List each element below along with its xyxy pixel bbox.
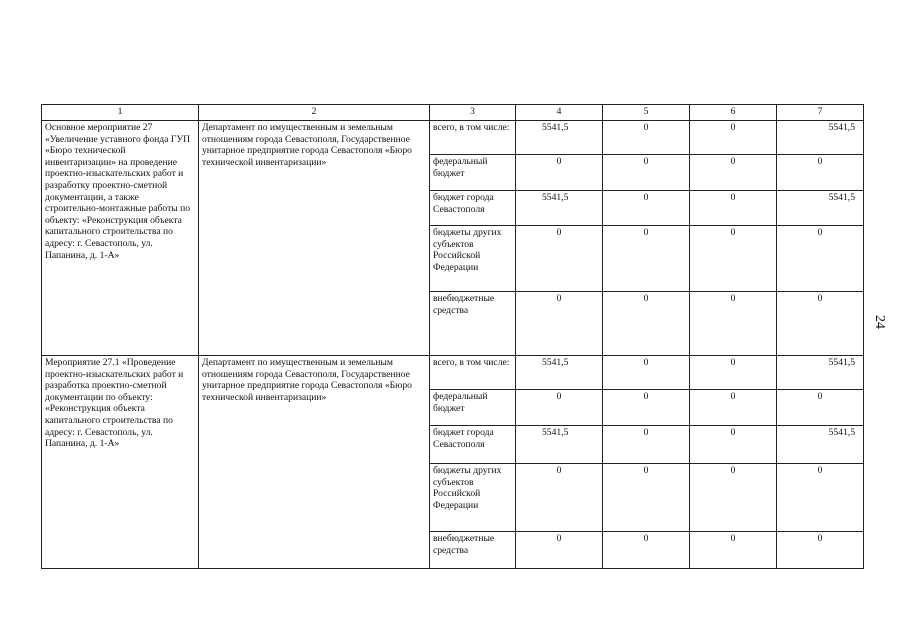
value-cell-col6: 0 xyxy=(690,121,777,155)
funding-source-cell: федеральный бюджет xyxy=(430,155,516,191)
page-number: 24 xyxy=(872,315,887,329)
value-cell-col7: 0 xyxy=(777,464,864,532)
value-cell-col5: 0 xyxy=(603,292,690,356)
funding-source-cell: федеральный бюджет xyxy=(430,390,516,426)
header-col-1: 1 xyxy=(42,105,199,121)
value-cell-col7: 0 xyxy=(777,292,864,356)
table-row xyxy=(42,121,864,155)
value-cell-col4: 5541,5 xyxy=(516,191,603,226)
value-cell-col5: 0 xyxy=(603,155,690,191)
value-cell-col5: 0 xyxy=(603,390,690,426)
value-cell-col4: 0 xyxy=(516,532,603,569)
value-cell-col4: 5541,5 xyxy=(516,121,603,155)
value-cell-col4: 0 xyxy=(516,390,603,426)
activity-cell: Мероприятие 27.1 «Проведение проектно-изыскательских работ и разработка проектно-сметной документации по объекту: «Реконструкция объекта капитального строительства по адресу: г. Севастополь, ул. Папанина, д. 1-А» xyxy=(42,356,199,569)
funding-source-cell: внебюджетные средства xyxy=(430,532,516,569)
value-cell-col7: 0 xyxy=(777,390,864,426)
funding-source-cell: бюджеты других субъектов Российской Федерации xyxy=(430,226,516,292)
value-cell-col7: 0 xyxy=(777,532,864,569)
header-col-4: 4 xyxy=(516,105,603,121)
funding-source-cell: бюджет города Севастополя xyxy=(430,426,516,464)
value-cell-col4: 5541,5 xyxy=(516,356,603,390)
funding-source-cell: бюджет города Севастополя xyxy=(430,191,516,226)
header-col-2: 2 xyxy=(199,105,430,121)
header-col-3: 3 xyxy=(430,105,516,121)
funding-table xyxy=(41,104,864,569)
executor-cell: Департамент по имущественным и земельным отношениям города Севастополя, Государственное унитарное предприятие города Севастополя «Бюро технической инвентаризации» xyxy=(199,356,430,569)
value-cell-col5: 0 xyxy=(603,191,690,226)
value-cell-col6: 0 xyxy=(690,426,777,464)
value-cell-col7: 5541,5 xyxy=(777,356,864,390)
table-row xyxy=(42,356,864,390)
value-cell-col5: 0 xyxy=(603,532,690,569)
value-cell-col4: 0 xyxy=(516,464,603,532)
value-cell-col5: 0 xyxy=(603,121,690,155)
value-cell-col6: 0 xyxy=(690,191,777,226)
funding-source-cell: всего, в том числе: xyxy=(430,121,516,155)
value-cell-col5: 0 xyxy=(603,464,690,532)
value-cell-col6: 0 xyxy=(690,464,777,532)
value-cell-col6: 0 xyxy=(690,292,777,356)
value-cell-col6: 0 xyxy=(690,155,777,191)
header-col-5: 5 xyxy=(603,105,690,121)
value-cell-col7: 5541,5 xyxy=(777,121,864,155)
header-row xyxy=(42,105,864,121)
value-cell-col7: 0 xyxy=(777,155,864,191)
value-cell-col6: 0 xyxy=(690,532,777,569)
activity-cell: Основное мероприятие 27 «Увеличение уставного фонда ГУП «Бюро технической инвентаризации» на проведение проектно-изыскательских работ и разработку проектно-сметной документации, а также строительно-монтажные работы по объекту: «Реконструкция объекта капитального строительства по адресу: г. Севастополь, ул. Папанина, д. 1-А» xyxy=(42,121,199,356)
value-cell-col4: 0 xyxy=(516,155,603,191)
value-cell-col7: 5541,5 xyxy=(777,191,864,226)
value-cell-col5: 0 xyxy=(603,426,690,464)
value-cell-col6: 0 xyxy=(690,226,777,292)
value-cell-col6: 0 xyxy=(690,390,777,426)
header-col-6: 6 xyxy=(690,105,777,121)
value-cell-col4: 0 xyxy=(516,292,603,356)
value-cell-col5: 0 xyxy=(603,356,690,390)
value-cell-col5: 0 xyxy=(603,226,690,292)
executor-cell: Департамент по имущественным и земельным отношениям города Севастополя, Государственное унитарное предприятие города Севастополя «Бюро технической инвентаризации» xyxy=(199,121,430,356)
value-cell-col7: 5541,5 xyxy=(777,426,864,464)
funding-source-cell: бюджеты других субъектов Российской Федерации xyxy=(430,464,516,532)
value-cell-col6: 0 xyxy=(690,356,777,390)
value-cell-col4: 5541,5 xyxy=(516,426,603,464)
header-col-7: 7 xyxy=(777,105,864,121)
value-cell-col7: 0 xyxy=(777,226,864,292)
funding-source-cell: всего, в том числе: xyxy=(430,356,516,390)
funding-source-cell: внебюджетные средства xyxy=(430,292,516,356)
value-cell-col4: 0 xyxy=(516,226,603,292)
